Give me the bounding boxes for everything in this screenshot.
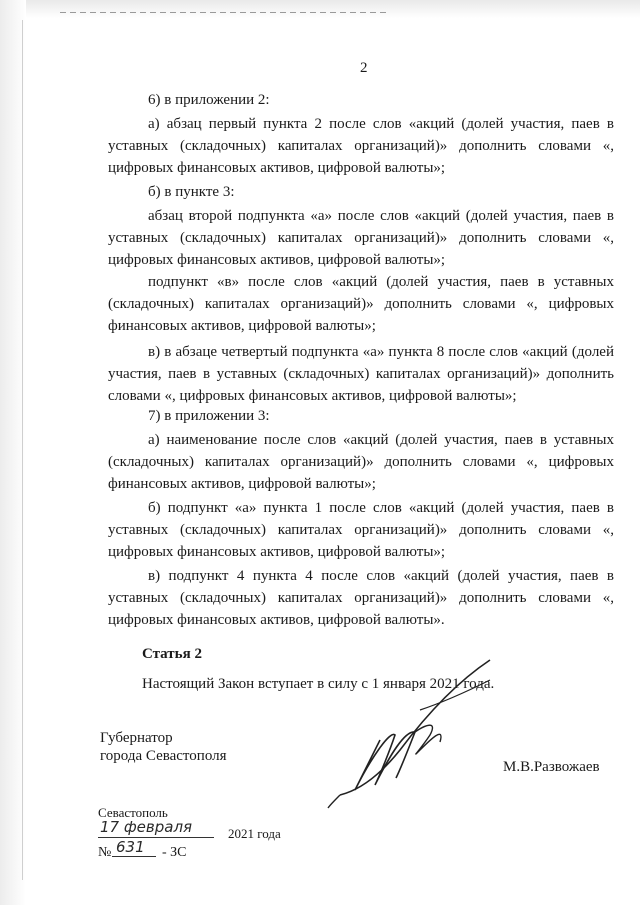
- footer-number-prefix: №: [98, 845, 112, 860]
- signatory-title-line2: города Севастополя: [100, 748, 227, 764]
- footer-number-handwritten: 631: [116, 838, 145, 856]
- item-7-heading: 7) в приложении 3:: [148, 408, 270, 424]
- number-underline: [112, 856, 156, 857]
- scan-artifact-left: [22, 20, 23, 880]
- footer-city: Севастополь: [98, 805, 168, 820]
- item-6b-2: подпункт «в» после слов «акций (долей участия, паев в уставных (складочных) капиталах организаций)» дополнить словами «, цифровых финансовых активов, цифровой валюты»;: [108, 274, 614, 334]
- article-heading: Статья 2: [142, 646, 202, 662]
- article-text: Настоящий Закон вступает в силу с 1 января 2021 года.: [142, 676, 495, 692]
- item-7c: в) подпункт 4 пункта 4 после слов «акций (долей участия, паев в уставных (складочных) капиталах организаций)» дополнить словами «, цифровых финансовых активов, цифровой валюты».: [108, 568, 614, 628]
- item-7b: б) подпункт «а» пункта 1 после слов «акций (долей участия, паев в уставных (складочных) капиталах организаций)» дополнить словами «, цифровых финансовых активов, цифровой валюты»;: [108, 500, 614, 560]
- item-6-heading: 6) в приложении 2:: [148, 92, 270, 108]
- footer-number-suffix: - ЗС: [162, 845, 187, 860]
- scan-edge-top: [0, 0, 640, 18]
- page-number: 2: [360, 60, 368, 76]
- item-6b-heading: б) в пункте 3:: [148, 184, 235, 200]
- signatory-title-line1: Губернатор: [100, 730, 173, 746]
- signatory-name: М.В.Развожаев: [503, 759, 600, 775]
- footer-date-handwritten: 17 февраля: [100, 818, 193, 836]
- item-7a: а) наименование после слов «акций (долей участия, паев в уставных (складочных) капиталах организаций)» дополнить словами «, цифровых финансовых активов, цифровой валюты»;: [108, 432, 614, 492]
- footer-year: 2021 года: [228, 826, 281, 841]
- handwritten-signature: [320, 650, 520, 810]
- item-6b-1: абзац второй подпункта «а» после слов «акций (долей участия, паев в уставных (складочных) капиталах организаций)» дополнить словами «, цифровых финансовых активов, цифровой валюты»;: [108, 208, 614, 268]
- item-6a: а) абзац первый пункта 2 после слов «акций (долей участия, паев в уставных (складочных) капиталах организаций)» дополнить словами «, цифровых финансовых активов, цифровой валюты»;: [108, 116, 614, 176]
- scan-artifact-top: [60, 12, 390, 13]
- item-6c: в) в абзаце четвертый подпункта «а» пункта 8 после слов «акций (долей участия, паев в уставных (складочных) капиталах организаций)» дополнить словами «, цифровых финансовых активов, цифровой валюты»;: [108, 344, 614, 404]
